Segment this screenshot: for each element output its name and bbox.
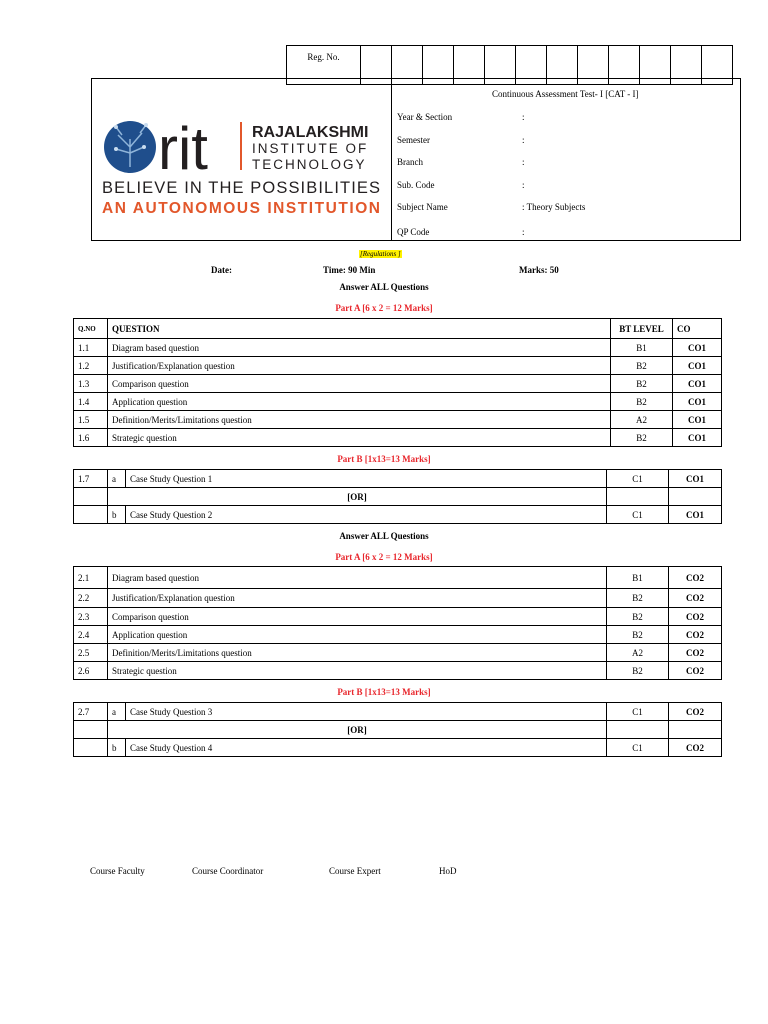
question-cell: Comparison question	[108, 608, 607, 626]
signature-course-faculty: Course Faculty	[90, 866, 145, 876]
header-field-value: : Theory Subjects	[522, 202, 586, 212]
bt-cell: C1	[607, 739, 669, 757]
question-cell: Definition/Merits/Limitations question	[108, 411, 611, 429]
signature-course-expert: Course Expert	[329, 866, 381, 876]
qno-cell: 2.1	[74, 567, 108, 589]
part-b-heading: Part B [1x13=13 Marks]	[337, 687, 431, 697]
bt-cell: B2	[607, 626, 669, 644]
header-field-label: Sub. Code	[397, 180, 435, 190]
table-row	[74, 375, 722, 393]
part-a-table-2	[73, 566, 722, 680]
table-row	[74, 626, 722, 644]
bt-cell: A2	[611, 411, 673, 429]
bt-cell: B2	[611, 357, 673, 375]
qno-cell: 1.2	[74, 357, 108, 375]
bt-cell: B2	[607, 608, 669, 626]
part-b-table-2	[73, 702, 722, 757]
qno-cell: 1.7	[74, 470, 108, 488]
or-separator: [OR]	[108, 721, 607, 739]
option-label: b	[108, 506, 126, 524]
question-cell: Diagram based question	[108, 339, 611, 357]
question-cell: Application question	[108, 626, 607, 644]
bt-cell: C1	[607, 470, 669, 488]
qno-cell: 2.4	[74, 626, 108, 644]
co-cell: CO2	[669, 567, 722, 589]
qno-cell: 2.6	[74, 662, 108, 680]
rit-logo-icon	[102, 117, 387, 227]
header-divider	[391, 79, 392, 240]
table-row	[74, 429, 722, 447]
table-row	[74, 644, 722, 662]
co-cell: CO1	[669, 470, 722, 488]
logo-tagline: BELIEVE IN THE POSSIBILITIES	[102, 179, 380, 197]
header-field-label: Year & Section	[397, 112, 453, 122]
bt-cell: B2	[607, 662, 669, 680]
qno-cell: 2.7	[74, 703, 108, 721]
question-cell: Justification/Explanation question	[108, 357, 611, 375]
header-field-label: Semester	[397, 135, 430, 145]
header-field-value: :	[522, 112, 525, 122]
qno-cell: 1.6	[74, 429, 108, 447]
co-cell: CO2	[669, 589, 722, 608]
question-cell: Diagram based question	[108, 567, 607, 589]
exam-title: Continuous Assessment Test- I [CAT - I]	[492, 89, 639, 99]
bt-cell: B2	[611, 393, 673, 411]
qno-cell: 2.3	[74, 608, 108, 626]
date-label: Date:	[211, 265, 232, 275]
logo-name-line1: RAJALAKSHMI	[252, 124, 369, 141]
option-label: a	[108, 470, 126, 488]
institution-logo	[102, 117, 387, 227]
bt-cell: B2	[611, 375, 673, 393]
table-row	[74, 393, 722, 411]
co-cell: CO1	[673, 429, 722, 447]
signature-hod: HoD	[439, 866, 457, 876]
question-cell: Case Study Question 1	[126, 470, 607, 488]
co-header: CO	[673, 319, 722, 339]
table-row	[74, 589, 722, 608]
co-cell: CO1	[669, 506, 722, 524]
part-a-heading: Part A [6 x 2 = 12 Marks]	[335, 303, 433, 313]
table-row	[74, 357, 722, 375]
or-separator: [OR]	[108, 488, 607, 506]
qno-cell: 1.5	[74, 411, 108, 429]
question-cell: Comparison question	[108, 375, 611, 393]
question-cell: Strategic question	[108, 429, 611, 447]
bt-cell: B1	[611, 339, 673, 357]
qno-cell: 1.1	[74, 339, 108, 357]
co-cell: CO2	[669, 662, 722, 680]
qno-cell: 1.4	[74, 393, 108, 411]
logo-name-line2: INSTITUTE OF	[252, 141, 369, 156]
header-field-label: QP Code	[397, 227, 430, 237]
answer-all-heading: Answer ALL Questions	[339, 531, 429, 541]
part-b-table-1	[73, 469, 722, 524]
qno-header: Q.NO	[74, 319, 108, 339]
co-cell: CO1	[673, 357, 722, 375]
bt-cell: C1	[607, 506, 669, 524]
header-field-value: :	[522, 157, 525, 167]
co-cell: CO1	[673, 393, 722, 411]
header-field-label: Subject Name	[397, 202, 448, 212]
question-cell: Definition/Merits/Limitations question	[108, 644, 607, 662]
bt-cell: B2	[607, 589, 669, 608]
marks-label: Marks: 50	[519, 265, 559, 275]
bt-cell: C1	[607, 703, 669, 721]
bt-cell: B1	[607, 567, 669, 589]
header-field-value: :	[522, 227, 525, 237]
co-cell: CO2	[669, 703, 722, 721]
table-row	[74, 567, 722, 589]
qno-cell: 2.2	[74, 589, 108, 608]
table-row	[74, 608, 722, 626]
part-b-heading: Part B [1x13=13 Marks]	[337, 454, 431, 464]
logo-name-line3: TECHNOLOGY	[252, 157, 367, 172]
question-cell: Case Study Question 3	[126, 703, 607, 721]
question-cell: Case Study Question 4	[126, 739, 607, 757]
option-label: b	[108, 739, 126, 757]
part-a-table-1	[73, 318, 722, 447]
reg-no-label: Reg. No.	[287, 46, 361, 85]
logo-brand-text: rit	[158, 117, 208, 182]
co-cell: CO2	[669, 626, 722, 644]
bt-cell: B2	[611, 429, 673, 447]
co-cell: CO2	[669, 739, 722, 757]
qno-cell: 2.5	[74, 644, 108, 662]
co-cell: CO1	[673, 375, 722, 393]
table-row	[74, 411, 722, 429]
exam-header	[91, 78, 741, 241]
co-cell: CO1	[673, 411, 722, 429]
question-cell: Strategic question	[108, 662, 607, 680]
table-row	[74, 662, 722, 680]
header-field-value: :	[522, 180, 525, 190]
header-field-label: Branch	[397, 157, 423, 167]
question-cell: Justification/Explanation question	[108, 589, 607, 608]
question-cell: Case Study Question 2	[126, 506, 607, 524]
qno-cell: 1.3	[74, 375, 108, 393]
option-label: a	[108, 703, 126, 721]
regulations-label: [Regulations ]	[360, 250, 401, 258]
time-label: Time: 90 Min	[323, 265, 376, 275]
bt-level-header: BT LEVEL	[611, 319, 673, 339]
co-cell: CO2	[669, 608, 722, 626]
header-field-value: :	[522, 135, 525, 145]
part-a-heading: Part A [6 x 2 = 12 Marks]	[335, 552, 433, 562]
question-header: QUESTION	[108, 319, 611, 339]
question-cell: Application question	[108, 393, 611, 411]
co-cell: CO1	[673, 339, 722, 357]
signature-course-coordinator: Course Coordinator	[192, 866, 264, 876]
table-row	[74, 339, 722, 357]
bt-cell: A2	[607, 644, 669, 662]
logo-subtagline: AN AUTONOMOUS INSTITUTION	[102, 200, 380, 217]
co-cell: CO2	[669, 644, 722, 662]
answer-all-heading: Answer ALL Questions	[339, 282, 429, 292]
